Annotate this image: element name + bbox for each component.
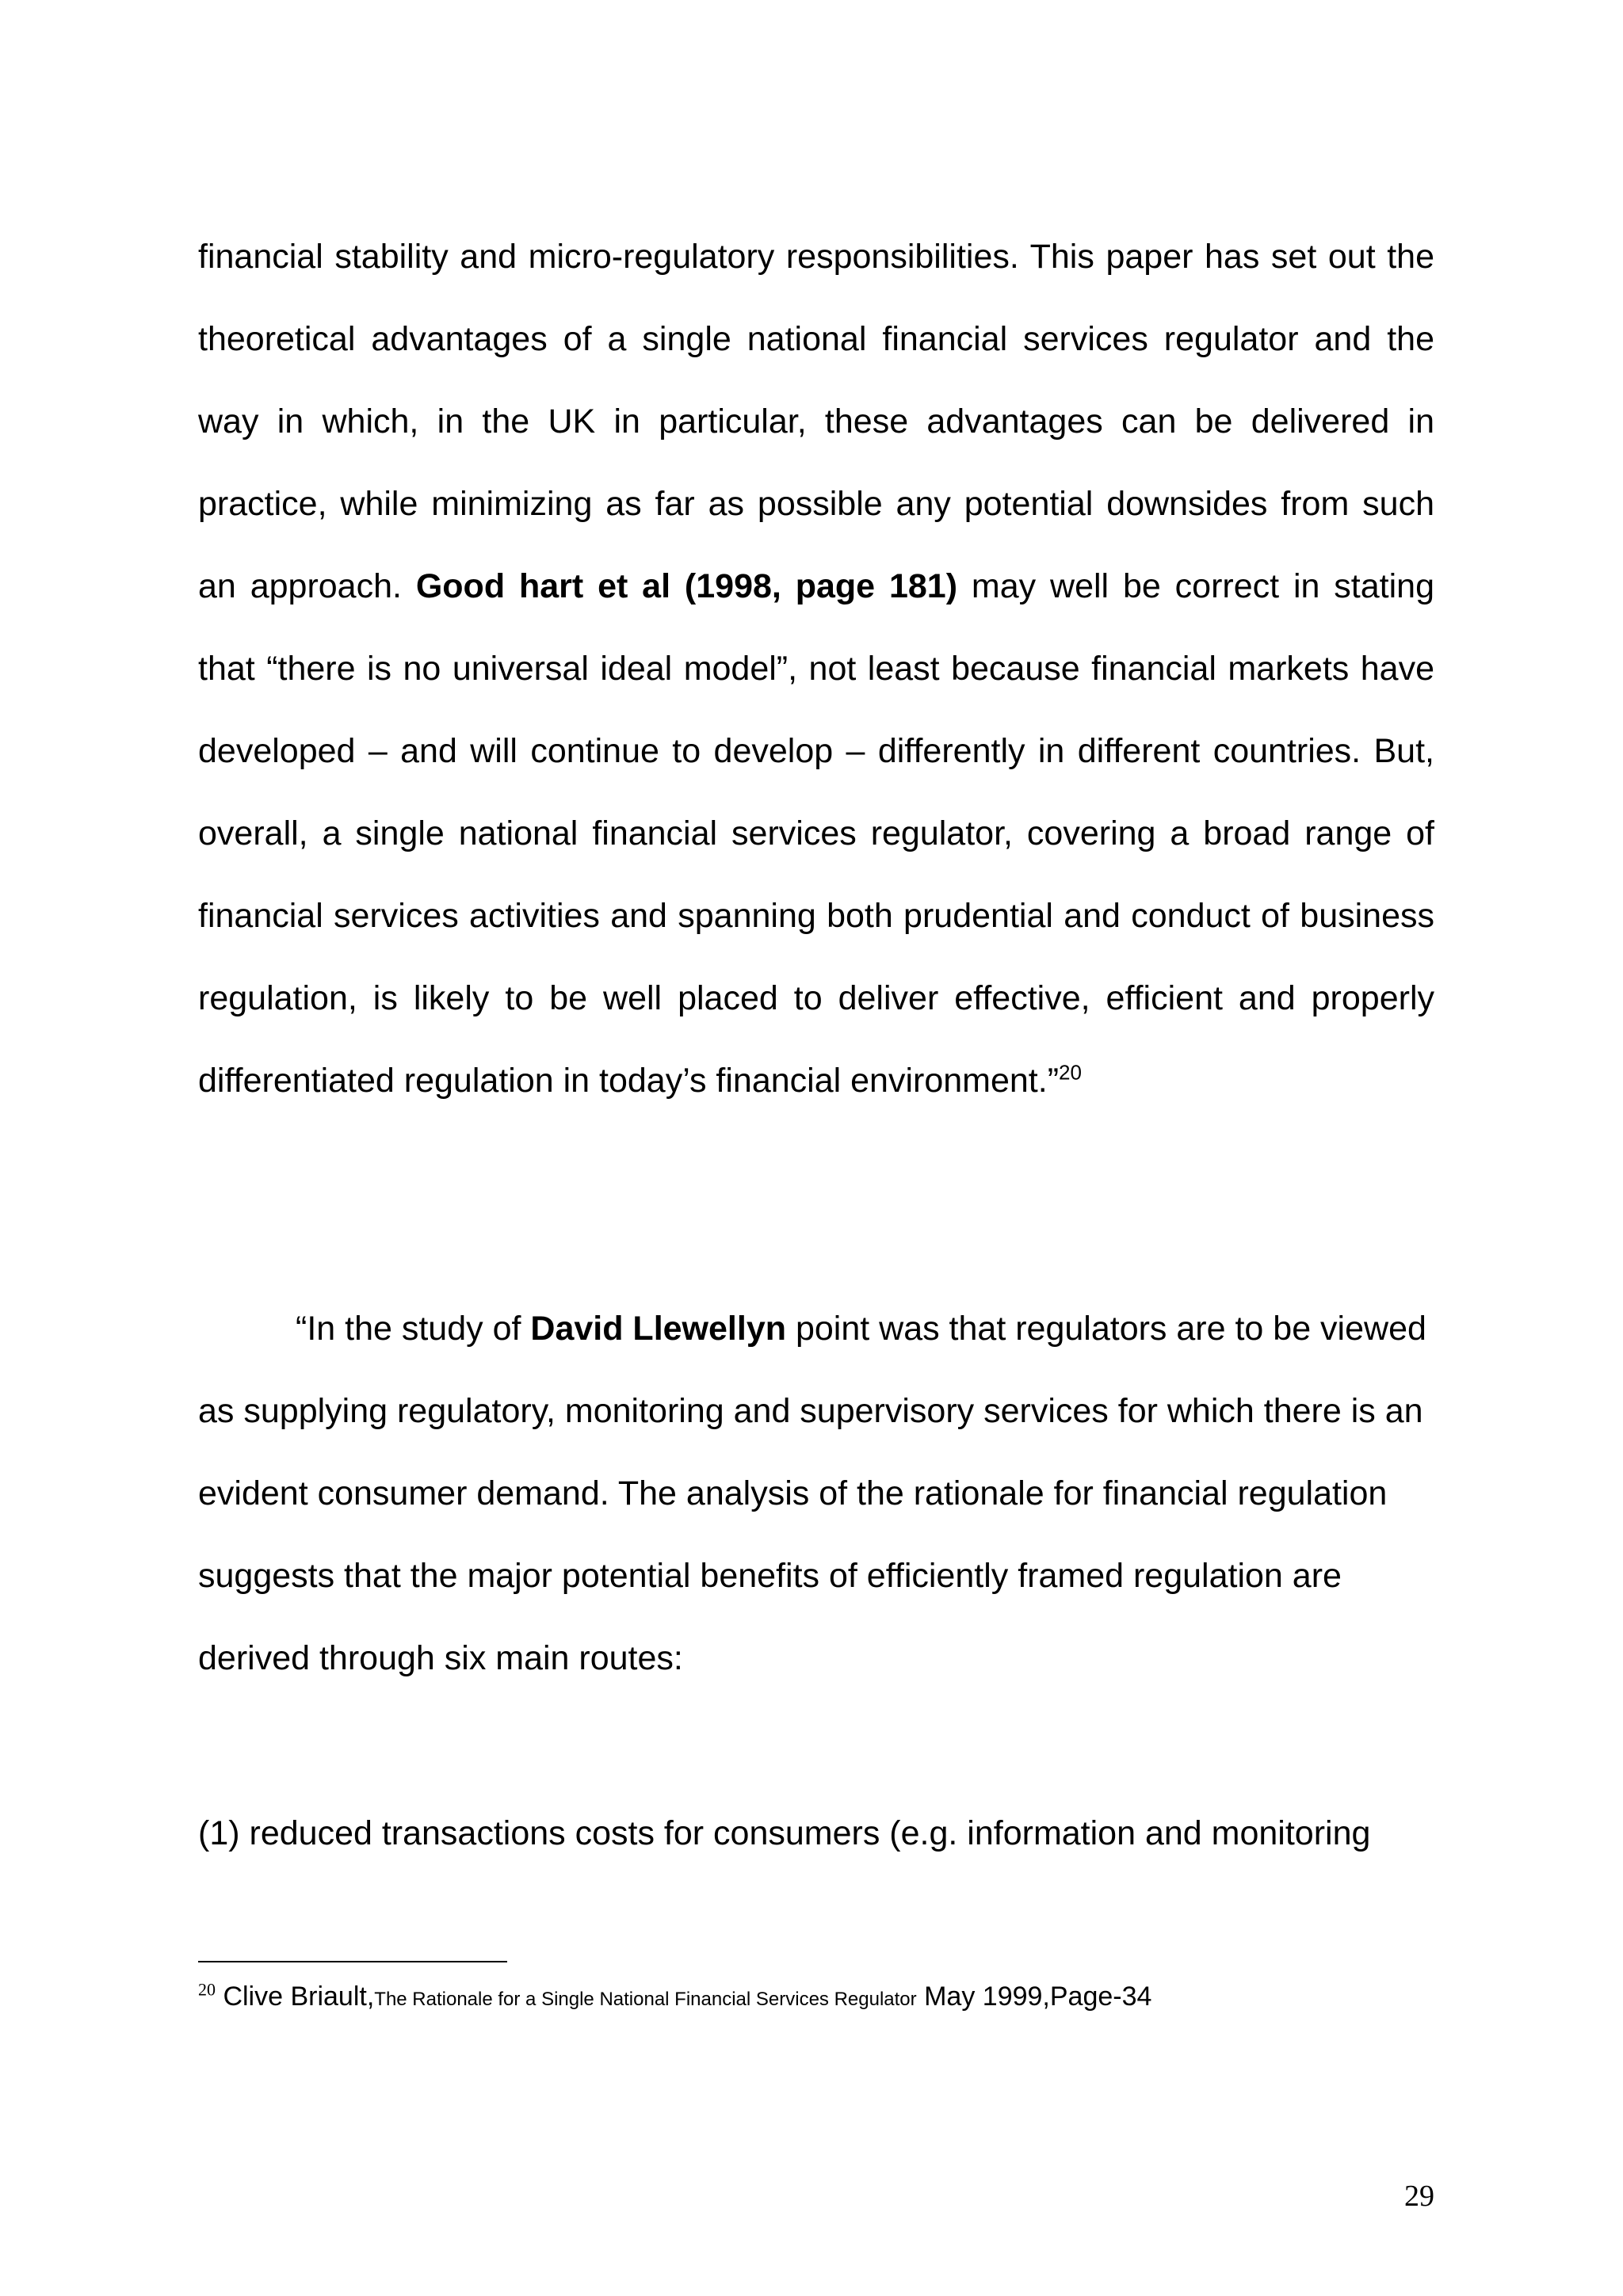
paragraph-text: may well be correct in stating that “there is no universal ideal model”, not least because financial markets have developed – and will continue to develop – differently in different countries. But, overall, a single national financial services regulator, covering a broad range of financial services activities and spanning both prudential and conduct of business regulation, is likely to be well placed to deliver effective, efficient and properly differentiated regulation in today’s financial environment.” xyxy=(198,567,1434,1100)
footnote-date-page: May 1999,Page-34 xyxy=(916,1981,1152,2012)
page-number: 29 xyxy=(1404,2180,1434,2213)
paragraph-text: point was that regulators are to be viewed as supplying regulatory, monitoring and supervisory services for which there is an evident consumer demand. The analysis of the rationale for financial regulation suggests that the major potential benefits of efficiently framed regulation are derived through six main routes: xyxy=(198,1310,1426,1677)
footnote-title: The Rationale for a Single National Financial Services Regulator xyxy=(374,1989,917,2010)
body-paragraph-conclusion xyxy=(198,215,1434,1122)
body-paragraph-list-item xyxy=(198,1792,1434,1875)
author-name-llewellyn: David Llewellyn xyxy=(530,1310,786,1348)
paragraph-text: “In the study of xyxy=(296,1310,531,1348)
footnote-number: 20 xyxy=(198,1979,216,2000)
footnote-separator xyxy=(198,1961,507,1962)
citation-goodhart: Good hart et al (1998, page 181) xyxy=(415,567,958,605)
body-paragraph-llewellyn xyxy=(198,1287,1434,1699)
footnote-reference[interactable]: 20 xyxy=(1059,1060,1082,1085)
list-item-text: (1) reduced transactions costs for consumers (e.g. information and monitoring xyxy=(198,1814,1371,1852)
footnote xyxy=(198,1974,1466,2022)
footnote-author: Clive Briault, xyxy=(216,1981,375,2012)
paragraph-text: financial stability and micro-regulatory responsibilities. This paper has set out the theoretical advantages of a single national financial services regulator and the way in which, in the UK in particular, these advantages can be delivered in practice, while minimizing as far as possible any potential downsides from such an approach. xyxy=(198,238,1434,605)
